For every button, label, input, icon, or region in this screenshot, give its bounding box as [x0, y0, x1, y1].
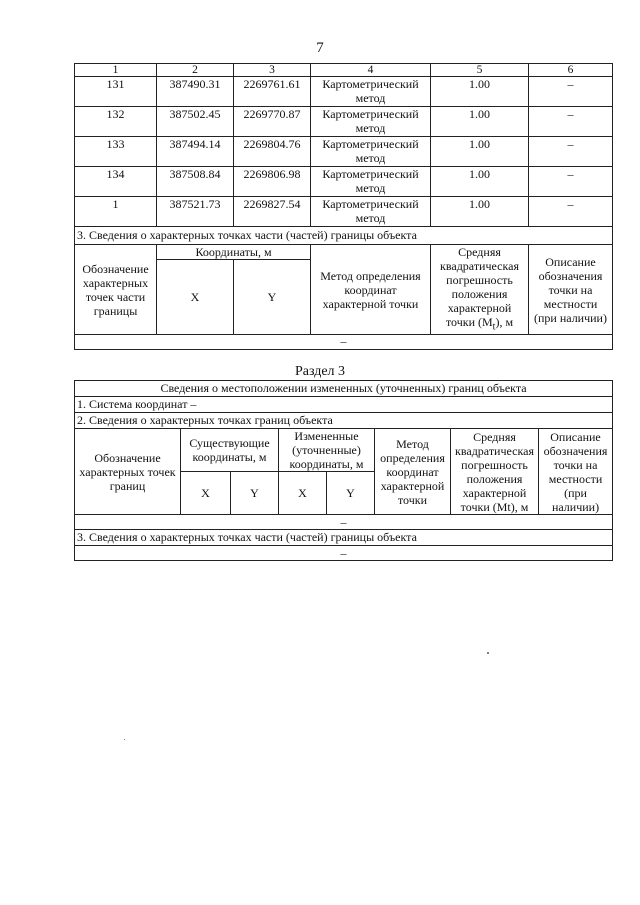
razdel-title: Раздел 3: [294, 364, 346, 379]
empty-value: –: [75, 546, 613, 561]
column-number: 2: [157, 64, 234, 77]
error-cell: 1.00: [431, 167, 529, 197]
x-header: X: [279, 472, 327, 515]
boundary-points-table: [74, 63, 613, 350]
section-row: [75, 530, 613, 546]
table-row: [75, 77, 613, 107]
designation-header: Обозначение характерных точек части границы: [75, 245, 157, 335]
error-cell: 1.00: [431, 77, 529, 107]
coordinates-header: Координаты, м: [157, 245, 311, 260]
error-header: Средняя квадратическая погрешность положения характерной точки $(M_t)$, м: [431, 245, 529, 335]
column-number-row: [75, 64, 613, 77]
section-row: [75, 413, 613, 429]
description-header: Описание обозначения точки на местности (при наличии): [539, 429, 613, 515]
y-header: Y: [231, 472, 279, 515]
empty-row: [75, 515, 613, 530]
error-cell: 1.00: [431, 107, 529, 137]
changed-coords-header: Измененные (уточненные) координаты, м: [279, 429, 375, 472]
point-designation: 133: [75, 137, 157, 167]
empty-row: [75, 546, 613, 561]
description-cell: –: [529, 77, 613, 107]
column-number: 1: [75, 64, 157, 77]
scan-speck: [124, 739, 125, 740]
y-coordinate: 2269804.76: [234, 137, 311, 167]
error-header: Средняя квадратическая погрешность положения характерной точки (Mt), м: [451, 429, 539, 515]
table-row: [75, 197, 613, 227]
table-row: [75, 107, 613, 137]
designation-header: Обозначение характерных точек границ: [75, 429, 181, 515]
method-cell: Картометрический метод: [311, 137, 431, 167]
point-designation: 131: [75, 77, 157, 107]
y-header: Y: [234, 260, 311, 335]
description-cell: –: [529, 137, 613, 167]
x-header: X: [157, 260, 234, 335]
empty-row: [75, 335, 613, 350]
column-number: 4: [311, 64, 431, 77]
y-coordinate: 2269770.87: [234, 107, 311, 137]
page-number: 7: [316, 40, 324, 56]
existing-coords-header: Существующие координаты, м: [181, 429, 279, 472]
coord-system-row: [75, 397, 613, 413]
x-coordinate: 387494.14: [157, 137, 234, 167]
description-cell: –: [529, 167, 613, 197]
table2-title: Сведения о местоположении измененных (уточненных) границ объекта: [75, 381, 613, 397]
header-row: [75, 245, 613, 260]
y-header: Y: [327, 472, 375, 515]
point-designation: 1: [75, 197, 157, 227]
error-cell: 1.00: [431, 137, 529, 167]
coord-system: 1. Система координат –: [75, 397, 613, 413]
changed-boundaries-table: [74, 380, 613, 561]
scan-speck: [487, 652, 489, 654]
empty-value: –: [75, 335, 613, 350]
column-number: 3: [234, 64, 311, 77]
x-coordinate: 387490.31: [157, 77, 234, 107]
x-coordinate: 387502.45: [157, 107, 234, 137]
section-row: [75, 227, 613, 245]
method-header: Метод определения координат характерной точки: [375, 429, 451, 515]
method-cell: Картометрический метод: [311, 197, 431, 227]
column-number: 5: [431, 64, 529, 77]
description-cell: –: [529, 197, 613, 227]
section-2-title: 2. Сведения о характерных точках границ объекта: [75, 413, 613, 429]
point-designation: 134: [75, 167, 157, 197]
method-cell: Картометрический метод: [311, 107, 431, 137]
header-row: [75, 429, 613, 472]
x-header: X: [181, 472, 231, 515]
x-coordinate: 387508.84: [157, 167, 234, 197]
method-cell: Картометрический метод: [311, 167, 431, 197]
error-subscript: t: [492, 321, 496, 333]
section-3-title: 3. Сведения о характерных точках части (частей) границы объекта: [75, 227, 613, 245]
y-coordinate: 2269827.54: [234, 197, 311, 227]
table-row: [75, 137, 613, 167]
table-row: [75, 167, 613, 197]
point-designation: 132: [75, 107, 157, 137]
x-coordinate: 387521.73: [157, 197, 234, 227]
method-header: Метод определения координат характерной точки: [311, 245, 431, 335]
method-cell: Картометрический метод: [311, 77, 431, 107]
y-coordinate: 2269806.98: [234, 167, 311, 197]
empty-value: –: [75, 515, 613, 530]
section-3-title: 3. Сведения о характерных точках части (частей) границы объекта: [75, 530, 613, 546]
y-coordinate: 2269761.61: [234, 77, 311, 107]
title-row: [75, 381, 613, 397]
error-cell: 1.00: [431, 197, 529, 227]
description-header: Описание обозначения точки на местности (при наличии): [529, 245, 613, 335]
column-number: 6: [529, 64, 613, 77]
description-cell: –: [529, 107, 613, 137]
